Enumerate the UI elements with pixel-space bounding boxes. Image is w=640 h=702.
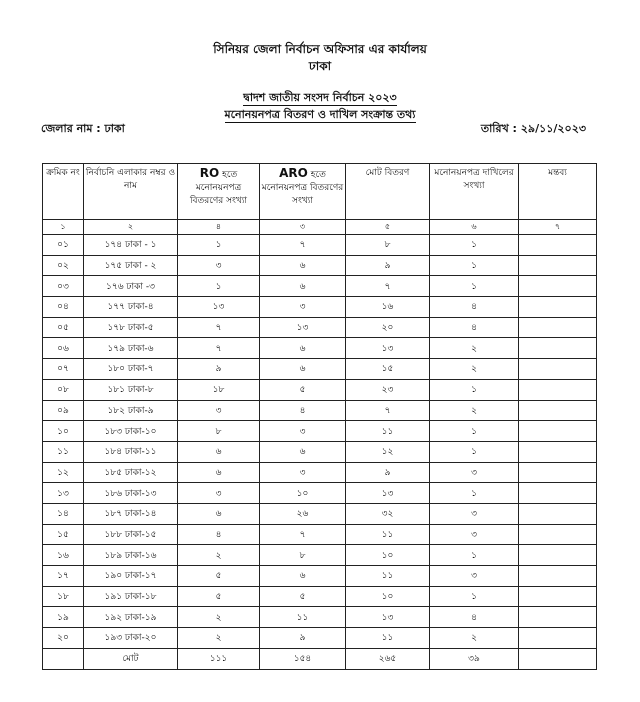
remarks-cell xyxy=(519,483,597,504)
serial-cell: ১১ xyxy=(43,441,84,462)
submitted-count-cell: ১ xyxy=(430,483,519,504)
serial-cell: ১২ xyxy=(43,462,84,483)
ro-count-cell: ২ xyxy=(178,545,260,566)
remarks-cell xyxy=(519,545,597,566)
column-number: ৫ xyxy=(346,220,430,235)
aro-count-cell: ৬ xyxy=(260,255,346,276)
serial-cell: ১৫ xyxy=(43,524,84,545)
subject-title-text: মনোনয়নপত্র বিতরণ ও দাখিল সংক্রান্ত তথ্য xyxy=(224,108,416,121)
aro-count-cell: ৬ xyxy=(260,566,346,587)
ro-count-cell: ১ xyxy=(178,235,260,256)
aro-count-cell: ৭ xyxy=(260,235,346,256)
constituency-cell: ১৮৭ ঢাকা-১৪ xyxy=(84,503,178,524)
totals-submitted: ৩৯ xyxy=(430,648,519,669)
table-row xyxy=(43,628,597,649)
ro-count-cell: ৮ xyxy=(178,421,260,442)
remarks-cell xyxy=(519,297,597,318)
submitted-count-cell: ৩ xyxy=(430,524,519,545)
aro-rest: মনোনয়নপত্র বিতরণের সংখ্যা xyxy=(261,183,344,206)
aro-suffix: হতে xyxy=(307,170,326,180)
aro-count-cell: ৪ xyxy=(260,400,346,421)
serial-cell: ১৭ xyxy=(43,566,84,587)
submitted-count-cell: ৩ xyxy=(430,462,519,483)
table-row xyxy=(43,338,597,359)
remarks-cell xyxy=(519,359,597,380)
ro-count-cell: ৭ xyxy=(178,317,260,338)
totals-ro: ১১১ xyxy=(178,648,260,669)
table-row xyxy=(43,566,597,587)
table-row xyxy=(43,462,597,483)
totals-total: ২৬৫ xyxy=(346,648,430,669)
column-number: ২ xyxy=(84,220,178,235)
aro-label: ARO xyxy=(279,166,308,180)
remarks-cell xyxy=(519,503,597,524)
constituency-cell: ১৮৩ ঢাকা-১০ xyxy=(84,421,178,442)
constituency-cell: ১৯০ ঢাকা-১৭ xyxy=(84,566,178,587)
total-count-cell: ২০ xyxy=(346,317,430,338)
aro-count-cell: ৫ xyxy=(260,586,346,607)
constituency-cell: ১৭৭ ঢাকা-৪ xyxy=(84,297,178,318)
ro-count-cell: ১ xyxy=(178,276,260,297)
total-count-cell: ১১ xyxy=(346,421,430,442)
remarks-cell xyxy=(519,628,597,649)
ro-count-cell: ৯ xyxy=(178,359,260,380)
totals-row xyxy=(43,648,597,669)
total-count-cell: ২৩ xyxy=(346,379,430,400)
table-row xyxy=(43,297,597,318)
submitted-count-cell: ১ xyxy=(430,421,519,442)
aro-count-cell: ৩ xyxy=(260,421,346,442)
total-count-cell: ৭ xyxy=(346,276,430,297)
table-row xyxy=(43,276,597,297)
table-row xyxy=(43,317,597,338)
serial-cell: ১০ xyxy=(43,421,84,442)
aro-count-cell: ২৬ xyxy=(260,503,346,524)
aro-count-cell: ৮ xyxy=(260,545,346,566)
serial-cell: ০৪ xyxy=(43,297,84,318)
constituency-cell: ১৮১ ঢাকা-৮ xyxy=(84,379,178,400)
constituency-cell: ১৯২ ঢাকা-১৯ xyxy=(84,607,178,628)
constituency-cell: ১৯১ ঢাকা-১৮ xyxy=(84,586,178,607)
ro-count-cell: ২ xyxy=(178,607,260,628)
serial-cell: ১৬ xyxy=(43,545,84,566)
totals-remarks-cell xyxy=(519,648,597,669)
table-row xyxy=(43,607,597,628)
submitted-count-cell: ১ xyxy=(430,586,519,607)
office-title: সিনিয়র জেলা নির্বাচন অফিসার এর কার্যালয় xyxy=(213,42,427,56)
totals-label: মোট xyxy=(84,648,178,669)
table-row xyxy=(43,545,597,566)
serial-cell: ০১ xyxy=(43,235,84,256)
total-count-cell: ১২ xyxy=(346,441,430,462)
column-number-row xyxy=(43,220,597,235)
remarks-cell xyxy=(519,255,597,276)
constituency-cell: ১৮৮ ঢাকা-১৫ xyxy=(84,524,178,545)
ro-count-cell: ৪ xyxy=(178,524,260,545)
total-count-cell: ১৬ xyxy=(346,297,430,318)
remarks-cell xyxy=(519,235,597,256)
serial-cell: ০৩ xyxy=(43,276,84,297)
remarks-cell xyxy=(519,462,597,483)
constituency-cell: ১৮০ ঢাকা-৭ xyxy=(84,359,178,380)
ro-count-cell: ১৮ xyxy=(178,379,260,400)
remarks-cell xyxy=(519,441,597,462)
aro-count-cell: ৬ xyxy=(260,359,346,380)
submitted-count-cell: ৩ xyxy=(430,566,519,587)
column-number: ৭ xyxy=(519,220,597,235)
aro-count-cell: ৭ xyxy=(260,524,346,545)
city-title: ঢাকা xyxy=(308,59,332,73)
col-remarks-header: মন্তব্য xyxy=(519,164,597,220)
submitted-count-cell: ৩ xyxy=(430,503,519,524)
ro-count-cell: ৩ xyxy=(178,400,260,421)
constituency-cell: ১৭৮ ঢাকা-৫ xyxy=(84,317,178,338)
col-serial-header: ক্রমিক নং xyxy=(43,164,84,220)
col-submitted-header: মনোনয়নপত্র দাখিলের সংখ্যা xyxy=(430,164,519,220)
submitted-count-cell: ৪ xyxy=(430,297,519,318)
table-row xyxy=(43,441,597,462)
district-name: জেলার নাম : ঢাকা xyxy=(41,122,125,135)
totals-aro: ১৫৪ xyxy=(260,648,346,669)
total-count-cell: ১৫ xyxy=(346,359,430,380)
ro-count-cell: ৬ xyxy=(178,441,260,462)
total-count-cell: ৮ xyxy=(346,235,430,256)
table-row xyxy=(43,586,597,607)
report-date: তারিখ : ২৯/১১/২০২৩ xyxy=(480,122,586,135)
column-number: ১ xyxy=(43,220,84,235)
remarks-cell xyxy=(519,400,597,421)
total-count-cell: ১৩ xyxy=(346,338,430,359)
aro-count-cell: ৬ xyxy=(260,441,346,462)
serial-cell: ০৯ xyxy=(43,400,84,421)
serial-cell: ০৭ xyxy=(43,359,84,380)
submitted-count-cell: ৪ xyxy=(430,607,519,628)
col-constituency-header: নির্বাচনি এলাকার নম্বর ও নাম xyxy=(84,164,178,220)
aro-count-cell: ৬ xyxy=(260,338,346,359)
total-count-cell: ১১ xyxy=(346,524,430,545)
serial-cell: ০৮ xyxy=(43,379,84,400)
column-number: ৪ xyxy=(178,220,260,235)
constituency-cell: ১৮৫ ঢাকা-১২ xyxy=(84,462,178,483)
ro-count-cell: ৬ xyxy=(178,462,260,483)
remarks-cell xyxy=(519,276,597,297)
ro-count-cell: ৫ xyxy=(178,586,260,607)
ro-rest: মনোনয়নপত্র বিতরণের সংখ্যা xyxy=(189,183,248,206)
remarks-cell xyxy=(519,586,597,607)
ro-count-cell: ৩ xyxy=(178,255,260,276)
table-row xyxy=(43,359,597,380)
total-count-cell: ৯ xyxy=(346,255,430,276)
serial-cell: ০৫ xyxy=(43,317,84,338)
submitted-count-cell: ১ xyxy=(430,276,519,297)
serial-cell: ১৯ xyxy=(43,607,84,628)
constituency-cell: ১৭৬ ঢাকা -৩ xyxy=(84,276,178,297)
total-count-cell: ৭ xyxy=(346,400,430,421)
remarks-cell xyxy=(519,379,597,400)
table-row xyxy=(43,379,597,400)
submitted-count-cell: ১ xyxy=(430,235,519,256)
submitted-count-cell: ১ xyxy=(430,545,519,566)
table-row xyxy=(43,524,597,545)
table-row xyxy=(43,421,597,442)
submitted-count-cell: ২ xyxy=(430,628,519,649)
serial-cell: ০২ xyxy=(43,255,84,276)
serial-cell: ১৮ xyxy=(43,586,84,607)
remarks-cell xyxy=(519,607,597,628)
table-row xyxy=(43,255,597,276)
ro-count-cell: ৬ xyxy=(178,503,260,524)
election-title-text: দ্বাদশ জাতীয় সংসদ নির্বাচন ২০২৩ xyxy=(243,91,397,104)
ro-count-cell: ৭ xyxy=(178,338,260,359)
table-row xyxy=(43,235,597,256)
nomination-table xyxy=(42,163,597,670)
total-count-cell: ৩২ xyxy=(346,503,430,524)
constituency-cell: ১৭৫ ঢাকা - ২ xyxy=(84,255,178,276)
constituency-cell: ১৮২ ঢাকা-৯ xyxy=(84,400,178,421)
submitted-count-cell: ১ xyxy=(430,441,519,462)
remarks-cell xyxy=(519,317,597,338)
total-count-cell: ১০ xyxy=(346,586,430,607)
remarks-cell xyxy=(519,524,597,545)
submitted-count-cell: ২ xyxy=(430,400,519,421)
submitted-count-cell: ২ xyxy=(430,338,519,359)
serial-cell: ১৪ xyxy=(43,503,84,524)
total-count-cell: ১১ xyxy=(346,628,430,649)
constituency-cell: ১৭৯ ঢাকা-৬ xyxy=(84,338,178,359)
constituency-cell: ১৮৬ ঢাকা-১৩ xyxy=(84,483,178,504)
col-aro-header xyxy=(260,164,346,220)
totals-blank-cell xyxy=(43,648,84,669)
table-header-row xyxy=(43,164,597,220)
aro-count-cell: ৩ xyxy=(260,297,346,318)
submitted-count-cell: ৪ xyxy=(430,317,519,338)
aro-count-cell: ৫ xyxy=(260,379,346,400)
total-count-cell: ৯ xyxy=(346,462,430,483)
column-number: ৩ xyxy=(260,220,346,235)
total-count-cell: ১১ xyxy=(346,566,430,587)
ro-count-cell: ১৩ xyxy=(178,297,260,318)
aro-count-cell: ১০ xyxy=(260,483,346,504)
constituency-cell: ১৮৯ ঢাকা-১৬ xyxy=(84,545,178,566)
aro-count-cell: ৩ xyxy=(260,462,346,483)
ro-count-cell: ৫ xyxy=(178,566,260,587)
aro-count-cell: ১১ xyxy=(260,607,346,628)
aro-count-cell: ১৩ xyxy=(260,317,346,338)
table-row xyxy=(43,503,597,524)
total-count-cell: ১০ xyxy=(346,545,430,566)
serial-cell: ০৬ xyxy=(43,338,84,359)
ro-label: RO xyxy=(199,166,220,180)
remarks-cell xyxy=(519,421,597,442)
total-count-cell: ১৩ xyxy=(346,607,430,628)
submitted-count-cell: ১ xyxy=(430,255,519,276)
remarks-cell xyxy=(519,338,597,359)
serial-cell: ২০ xyxy=(43,628,84,649)
constituency-cell: ১৭৪ ঢাকা - ১ xyxy=(84,235,178,256)
serial-cell: ১৩ xyxy=(43,483,84,504)
submitted-count-cell: ২ xyxy=(430,359,519,380)
ro-count-cell: ২ xyxy=(178,628,260,649)
table-row xyxy=(43,483,597,504)
col-ro-header xyxy=(178,164,260,220)
table-row xyxy=(43,400,597,421)
aro-count-cell: ৯ xyxy=(260,628,346,649)
aro-count-cell: ৬ xyxy=(260,276,346,297)
total-count-cell: ১৩ xyxy=(346,483,430,504)
column-number: ৬ xyxy=(430,220,519,235)
constituency-cell: ১৯৩ ঢাকা-২০ xyxy=(84,628,178,649)
submitted-count-cell: ১ xyxy=(430,379,519,400)
constituency-cell: ১৮৪ ঢাকা-১১ xyxy=(84,441,178,462)
ro-count-cell: ৩ xyxy=(178,483,260,504)
col-total-header: মোট বিতরণ xyxy=(346,164,430,220)
ro-suffix: হতে xyxy=(219,170,238,180)
remarks-cell xyxy=(519,566,597,587)
